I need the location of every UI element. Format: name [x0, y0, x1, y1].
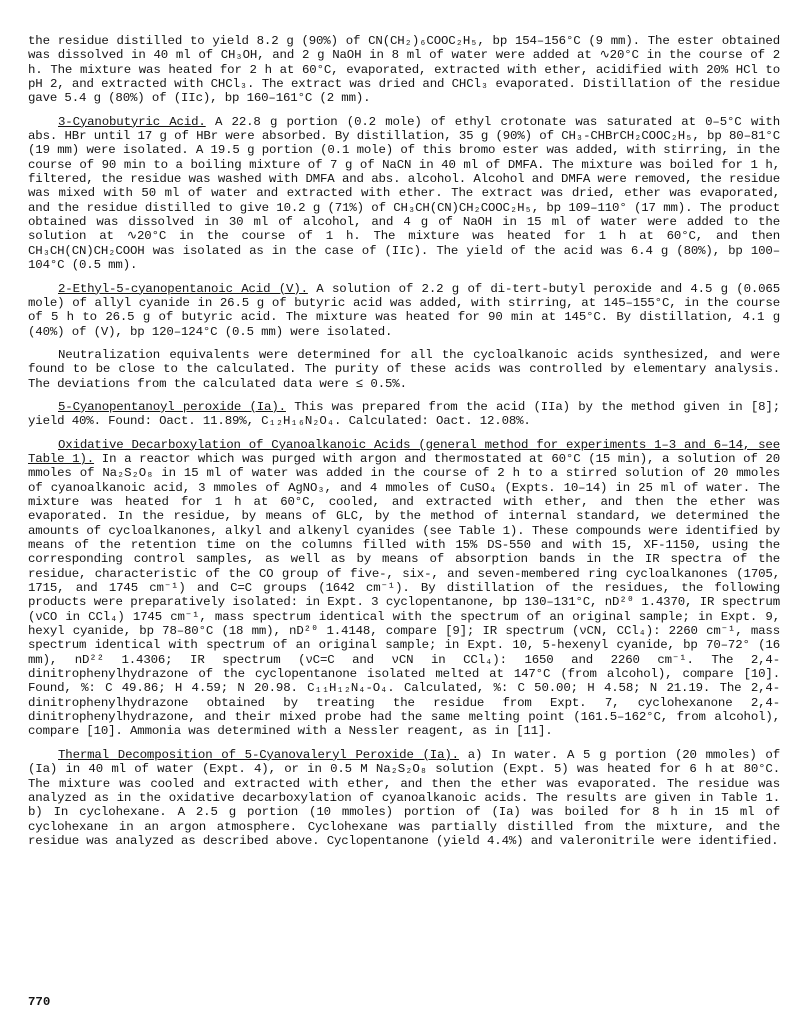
- paragraph-intro: [28, 34, 780, 106]
- paragraph-cyanobutyric: [28, 115, 780, 273]
- paragraph-text: This was prepared from the acid (IIa) by the method given in [8]; yield 40%. Found: Oact. 11.89%, C₁₂H₁₆N₂O₄. Calculated: Oact. 12.08%.: [28, 399, 780, 429]
- section-heading: 3-Cyanobutyric Acid.: [58, 114, 206, 129]
- paragraph-text: Neutralization equivalents were determined for all the cycloalkanoic acids synthesized, and were found to be close to the calculated. The purity of these acids was controlled by elementary analysis. The deviations from the calculated data were ≤ 0.5%.: [28, 347, 780, 391]
- page-number: 770: [28, 995, 51, 1009]
- paragraph-text: the residue distilled to yield 8.2 g (90%) of CN(CH₂)₆COOC₂H₅, bp 154–156°C (9 mm). The ester obtained was dissolved in 40 ml of CH₃OH, and 2 g NaOH in 8 ml of water were added at ∿20°C in the course of 2 h. The mixture was heated for 2 h at 60°C, evaporated, extracted with ether, acidified with 20% HCl to pH 2, and extracted with CHCl₃. The extract was dried and CHCl₃ evaporated. Distillation of the residue gave 5.4 g (80%) of (IIc), bp 160–161°C (2 mm).: [28, 34, 780, 106]
- paragraph-neutralization: [28, 348, 780, 391]
- paragraph-ethyl-cyanopentanoic: [28, 282, 780, 339]
- section-heading: 5-Cyanopentanoyl peroxide (Ia).: [58, 399, 286, 414]
- paragraph-text: In a reactor which was purged with argon and thermostated at 60°C (15 min), a solution of 20 mmoles of Na₂S₂O₈ in 15 ml of water was added in the course of 2 h to a stirred solution of 20 mmoles of cyanoalkanoic acid, 3 mmoles of AgNO₃, and 4 mmoles of CuSO₄ (Expts. 10–14) in 25 ml of water. The mixture was heated for 1 h at 60°C, cooled, and extracted with ether, and then the ether was evaporated. In the residue, by means of GLC, by the method of internal standard, we determined the amounts of cycloalkanones, alkyl and alkenyl cyanides (see Table 1). These compounds were identified by means of the retention time on the columns filled with 15% DS-550 and with 15, XF-1150, using the corresponding control samples, as well as by means of absorption bands in the IR spectra of the residue, characteristic of the CO group of five-, six-, and seven-membered ring cycloalkanones (1705, 1715, and 1745 cm⁻¹) and C=C groups (1642 cm⁻¹). By distillation of the residues, the following products were preparatively isolated: in Expt. 3 cyclopentanone, bp 130–131°C, nD²⁰ 1.4370, IR spectrum (νCO in CCl₄) 1745 cm⁻¹, mass spectrum identical with the spectrum of an original sample; in Expt. 9, hexyl cyanide, bp 78–80°C (18 mm), nD²⁰ 1.4148, compare [9]; IR spectrum (νCN, CCl₄): 2260 cm⁻¹, mass spectrum identical with spectrum of an original sample; in Expt. 10, 5-hexenyl cyanide, bp 70–72° (16 mm), nD²² 1.4306; IR spectrum (νC=C and νCN in CCl₄): 1650 and 2260 cm⁻¹. The 2,4-dinitrophenylhydrazone of the cyclopentanone isolated melted at 147°C (from alcohol), compare [10]. Found, %: C 49.86; H 4.59; N 20.98. C₁₁H₁₂N₄-O₄. Calculated, %: C 50.00; H 4.58; N 21.19. The 2,4-dinitrophenylhydrazone obtained by treating the residue from Expt. 7, cyclohexanone 2,4-dinitrophenylhydrazone, and their mixed probe had the same melting point (161.5–162°C, from alcohol), compare [10]. Ammonia was determined with a Nessler reagent, as in [11].: [28, 451, 781, 739]
- section-heading: Oxidative Decarboxylation of Cyanoalkanoic Acids (general method for experiments 1–3 and 6–14, see Table 1).: [28, 437, 780, 466]
- section-heading: Thermal Decomposition of 5-Cyanovaleryl Peroxide (Ia).: [58, 747, 459, 762]
- paragraph-oxidative-decarboxylation: [28, 438, 780, 739]
- paragraph-thermal-decomposition: [28, 748, 780, 848]
- section-heading: 2-Ethyl-5-cyanopentanoic Acid (V).: [58, 281, 308, 296]
- paragraph-peroxide: [28, 400, 780, 429]
- article-body: [28, 34, 780, 857]
- paragraph-text: A 22.8 g portion (0.2 mole) of ethyl crotonate was saturated at 0–5°C with abs. HBr until 17 g of HBr were absorbed. By distillation, 35 g (90%) of CH₃-CHBrCH₂COOC₂H₅, bp 80–81°C (19 mm) were isolated. A 19.5 g portion (0.1 mole) of this bromo ester was added, with stirring, in the course of 90 min to a boiling mixture of 7 g of NaCN in 40 ml of DMFA. The mixture was boiled for 1 h, filtered, the residue was washed with DMFA and abs. alcohol. Alcohol and DMFA were removed, the residue was mixed with 50 ml of water and extracted with ether. The extract was dried, ether was evaporated, and the residue distilled to give 10.2 g (71%) of CH₃CH(CN)CH₂COOC₂H₅, bp 109–110° (17 mm). The product obtained was dissolved in 30 ml of alcohol, and 4 g of NaOH in 15 ml of water were added to the solution at ∿20°C in the course of 1 h. The mixture was heated for 1 h at 60°C, and then CH₃CH(CN)CH₂COOH was isolated as in the case of (IIc). The yield of the acid was 6.4 g (80%), bp 100–104°C (0.5 mm).: [28, 114, 780, 273]
- paragraph-text: a) In water. A 5 g portion (20 mmoles) of (Ia) in 40 ml of water (Expt. 4), or in 0.5 M Na₂S₂O₈ solution (Expt. 5) was heated for 6 h at 80°C. The mixture was cooled and extracted with ether, and then the ether was evaporated. The residue was analyzed as in the oxidative decarboxylation of cyanoalkanoic acids. The results are given in Table 1. b) In cyclohexane. A 2.5 g portion (10 mmoles) portion of (Ia) was boiled for 8 h in 15 ml of cyclohexane in an argon atmosphere. Cyclohexane was partially distilled from the mixture, and the residue was analyzed as described above. Cyclopentanone (yield 4.4%) and valeronitrile were identified.: [28, 747, 780, 848]
- paragraph-text: A solution of 2.2 g of di-tert-butyl peroxide and 4.5 g (0.065 mole) of allyl cyanide in 26.5 g of butyric acid was added, with stirring, at 145–155°C, in the course of 5 h to 26.5 g of butyric acid. The mixture was heated for 90 min at 145°C. By distillation, 4.1 g (40%) of (V), bp 120–124°C (0.5 mm) were isolated.: [28, 281, 780, 339]
